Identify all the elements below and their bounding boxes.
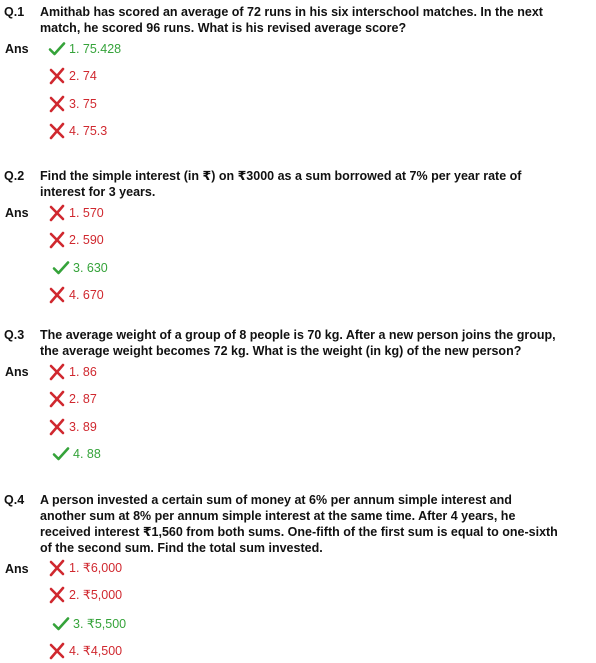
question-text: Find the simple interest (in ₹) on ₹3000 as a sum borrowed at 7% per year rate of interest for 3 years. [40, 169, 522, 199]
question-2 [0, 168, 596, 302]
option-2 [48, 67, 97, 85]
option-3 [52, 615, 126, 633]
question-1 [0, 4, 596, 138]
option-2 [48, 390, 97, 408]
option-1 [48, 204, 104, 222]
check-icon [52, 615, 70, 633]
cross-icon [48, 390, 66, 408]
cross-icon [48, 286, 66, 304]
option-label: 3. ₹5,500 [73, 617, 127, 631]
question-4 [0, 492, 596, 658]
option-3 [48, 418, 97, 436]
option-label: 3. 630 [73, 261, 108, 275]
option-4 [48, 286, 104, 304]
option-label: 3. 89 [69, 420, 97, 434]
option-1 [48, 559, 122, 577]
option-label: 2. 87 [69, 392, 97, 406]
cross-icon [48, 363, 66, 381]
cross-icon [48, 95, 66, 113]
option-label: 2. ₹5,000 [69, 588, 123, 602]
option-label: 2. 590 [69, 233, 104, 247]
question-text: A person invested a certain sum of money at 6% per annum simple interest and another sum at 8% per annum simple interest at the same time. After 4 years, he received interest ₹1,560 from both sums. One-fifth of the first sum is equal to one-sixth of the second sum. Find the total sum invested. [40, 493, 558, 555]
cross-icon [48, 642, 66, 660]
cross-icon [48, 559, 66, 577]
question-text: Amithab has scored an average of 72 runs in his six interschool matches. In the next match, he scored 96 runs. What is his revised average score? [40, 5, 543, 35]
option-3 [52, 259, 108, 277]
option-label: 1. ₹6,000 [69, 561, 123, 575]
ans-label: Ans [5, 365, 29, 379]
option-label: 4. 88 [73, 447, 101, 461]
cross-icon [48, 204, 66, 222]
cross-icon [48, 231, 66, 249]
cross-icon [48, 586, 66, 604]
option-4 [48, 642, 122, 660]
option-3 [48, 95, 97, 113]
option-2 [48, 586, 122, 604]
option-label: 1. 86 [69, 365, 97, 379]
question-number: Q.4 [4, 493, 25, 507]
option-label: 2. 74 [69, 69, 97, 83]
option-label: 1. 75.428 [69, 42, 122, 56]
cross-icon [48, 418, 66, 436]
question-3 [0, 327, 596, 461]
ans-label: Ans [5, 562, 29, 576]
option-label: 3. 75 [69, 97, 97, 111]
option-label: 4. ₹4,500 [69, 644, 123, 658]
option-label: 4. 75.3 [69, 124, 108, 138]
check-icon [48, 40, 66, 58]
ans-label: Ans [5, 42, 29, 56]
question-number: Q.2 [4, 169, 25, 183]
cross-icon [48, 67, 66, 85]
option-label: 1. 570 [69, 206, 104, 220]
option-4 [52, 445, 101, 463]
question-text: The average weight of a group of 8 people is 70 kg. After a new person joins the group, the average weight becomes 72 kg. What is the weight (in kg) of the new person? [40, 328, 556, 358]
option-1 [48, 40, 121, 58]
check-icon [52, 445, 70, 463]
ans-label: Ans [5, 206, 29, 220]
option-2 [48, 231, 104, 249]
option-1 [48, 363, 97, 381]
option-label: 4. 670 [69, 288, 104, 302]
question-number: Q.1 [4, 5, 25, 19]
cross-icon [48, 122, 66, 140]
option-4 [48, 122, 107, 140]
check-icon [52, 259, 70, 277]
question-number: Q.3 [4, 328, 25, 342]
